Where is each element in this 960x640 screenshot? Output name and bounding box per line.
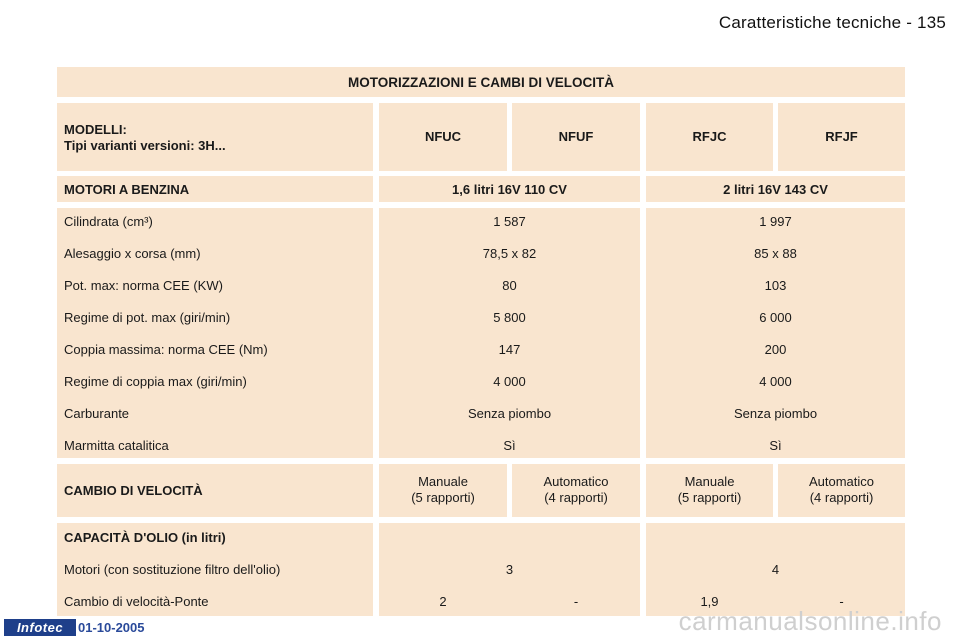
model-cell bbox=[379, 103, 507, 171]
spec-value: Senza piombo bbox=[733, 406, 818, 421]
spec-label: Coppia massima: norma CEE (Nm) bbox=[64, 342, 268, 357]
spec-value: Sì bbox=[769, 438, 782, 453]
page-title: Caratteristiche tecniche - 135 bbox=[718, 13, 946, 32]
spec-label: Alesaggio x corsa (mm) bbox=[64, 246, 201, 261]
model-cell bbox=[646, 103, 773, 171]
model-code: RFJC bbox=[692, 129, 727, 144]
spec-value: 4 000 bbox=[759, 374, 792, 389]
gearbox-label-cell bbox=[57, 464, 373, 517]
gearbox-ratios: (4 rapporti) bbox=[809, 490, 874, 505]
specs-values-col2 bbox=[646, 208, 905, 458]
oil-gearbox-label: Cambio di velocità-Ponte bbox=[64, 594, 209, 609]
gearbox-ratios: (5 rapporti) bbox=[411, 490, 475, 505]
gearbox-ratios: (4 rapporti) bbox=[544, 490, 608, 505]
gearbox-cell bbox=[512, 464, 640, 517]
engine-cell bbox=[379, 176, 640, 202]
model-cell bbox=[778, 103, 905, 171]
oil-labels-cell bbox=[57, 523, 373, 616]
footer-date: 01-10-2005 bbox=[78, 620, 145, 635]
oil-gearbox-value: - bbox=[573, 594, 579, 609]
oil-label: CAPACITÀ D'OLIO (in litri) bbox=[64, 530, 226, 545]
gearbox-label: CAMBIO DI VELOCITÀ bbox=[64, 483, 203, 498]
spec-label: Pot. max: norma CEE (KW) bbox=[64, 278, 223, 293]
table-title: MOTORIZZAZIONI E CAMBI DI VELOCITÀ bbox=[348, 75, 614, 90]
spec-value: 78,5 x 82 bbox=[482, 246, 537, 261]
specs-values-col1 bbox=[379, 208, 640, 458]
engines-label-cell bbox=[57, 176, 373, 202]
infotec-logo: Infotec bbox=[4, 619, 76, 636]
spec-label: Regime di coppia max (giri/min) bbox=[64, 374, 247, 389]
spec-label: Cilindrata (cm³) bbox=[64, 214, 153, 229]
engine-name: 2 litri 16V 143 CV bbox=[723, 182, 828, 197]
oil-engine-value: 4 bbox=[771, 562, 780, 577]
oil-gearbox-value: 1,9 bbox=[700, 594, 719, 609]
spec-value: 80 bbox=[502, 278, 517, 293]
gearbox-cell bbox=[646, 464, 773, 517]
engines-label: MOTORI A BENZINA bbox=[64, 182, 190, 197]
spec-value: Senza piombo bbox=[467, 406, 552, 421]
gearbox-ratios: (5 rapporti) bbox=[677, 490, 742, 505]
oil-values-col2 bbox=[646, 523, 905, 616]
gearbox-cell bbox=[778, 464, 905, 517]
model-code: NFUC bbox=[424, 129, 462, 144]
models-label-cell bbox=[57, 103, 373, 171]
gearbox-type: Automatico bbox=[543, 474, 609, 489]
gearbox-type: Automatico bbox=[808, 474, 875, 489]
spec-label: Regime di pot. max (giri/min) bbox=[64, 310, 231, 325]
spec-value: 1 587 bbox=[493, 214, 526, 229]
oil-values-col1 bbox=[379, 523, 640, 616]
models-label: MODELLI: bbox=[64, 122, 127, 137]
spec-value: 147 bbox=[498, 342, 521, 357]
engine-cell bbox=[646, 176, 905, 202]
spec-label: Marmitta catalitica bbox=[64, 438, 169, 453]
spec-value: 1 997 bbox=[759, 214, 792, 229]
model-code: NFUF bbox=[558, 129, 594, 144]
spec-value: 200 bbox=[764, 342, 787, 357]
oil-gearbox-value: - bbox=[839, 594, 844, 609]
spec-value: 5 800 bbox=[493, 310, 526, 325]
model-code: RFJF bbox=[825, 129, 858, 144]
spec-value: Sì bbox=[503, 438, 516, 453]
spec-label: Carburante bbox=[64, 406, 130, 421]
table-title-band bbox=[57, 67, 905, 97]
engine-name: 1,6 litri 16V 110 CV bbox=[452, 182, 567, 197]
oil-engine-label: Motori (con sostituzione filtro dell'olio) bbox=[64, 562, 281, 577]
spec-value: 103 bbox=[764, 278, 787, 293]
gearbox-type: Manuale bbox=[684, 474, 735, 489]
watermark: carmanualsonline.info bbox=[678, 606, 942, 636]
oil-engine-value: 3 bbox=[505, 562, 514, 577]
gearbox-type: Manuale bbox=[418, 474, 468, 489]
spec-value: 6 000 bbox=[759, 310, 792, 325]
spec-value: 4 000 bbox=[493, 374, 526, 389]
models-sublabel: Tipi varianti versioni: 3H... bbox=[64, 138, 226, 153]
spec-value: 85 x 88 bbox=[754, 246, 797, 261]
gearbox-cell bbox=[379, 464, 507, 517]
oil-gearbox-value: 2 bbox=[439, 594, 447, 609]
specs-labels-cell bbox=[57, 208, 373, 458]
model-cell bbox=[512, 103, 640, 171]
